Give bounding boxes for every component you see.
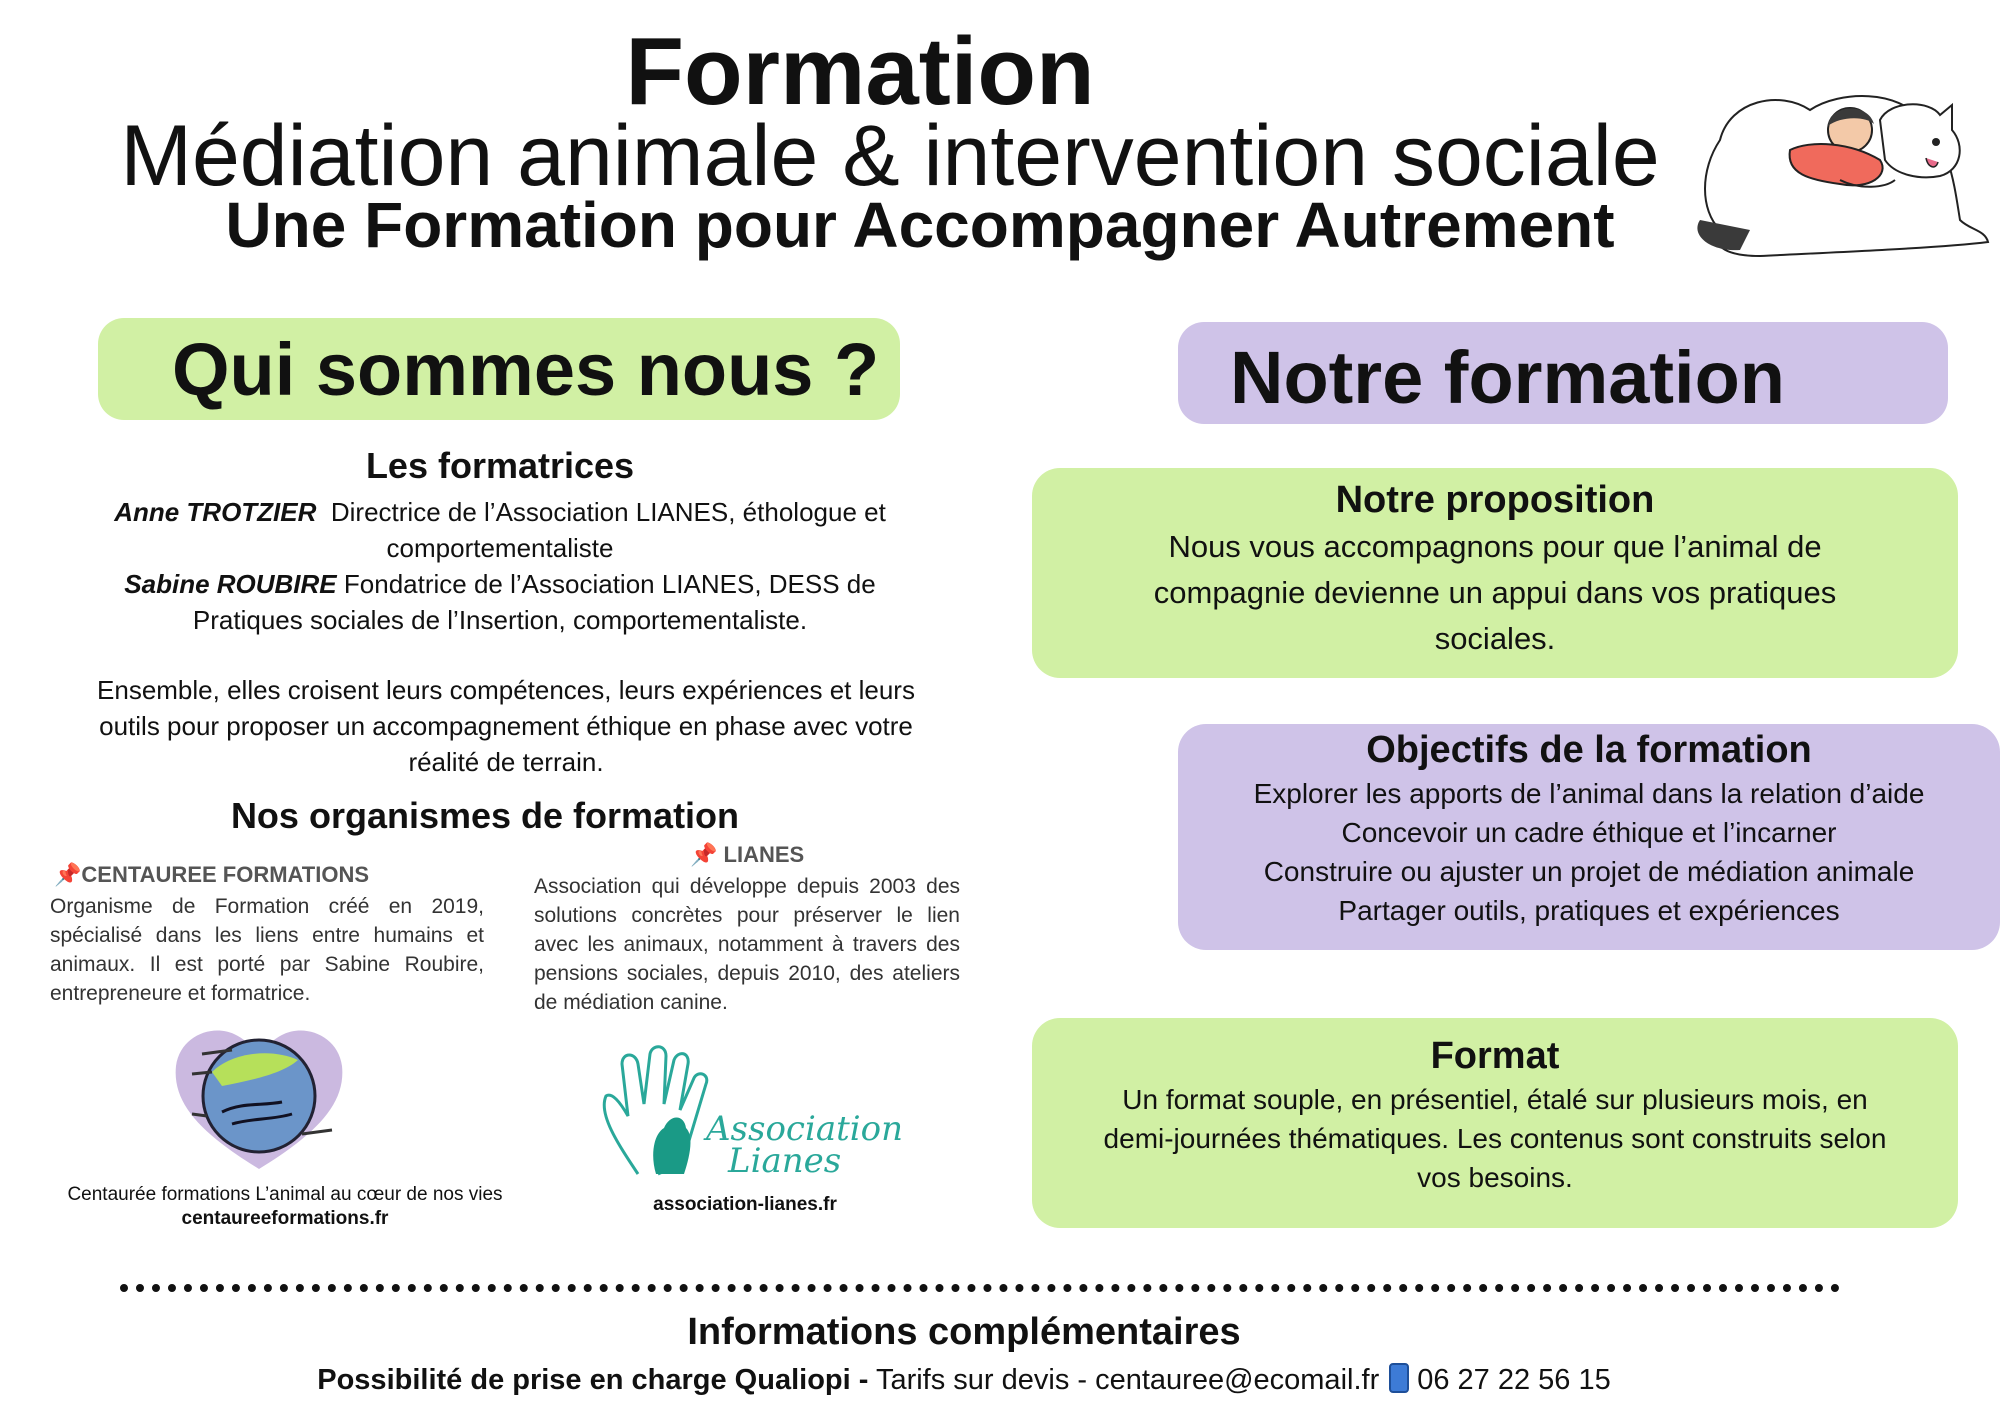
objectif-item: Concevoir un cadre éthique et l’incarner xyxy=(1341,817,1837,848)
lianes-logo-word-2: Lianes xyxy=(728,1141,842,1181)
ensemble-paragraph: Ensemble, elles croisent leurs compétences, leurs expériences et leurs outils pour proposer un accompagnement éthique en phase avec votre réalité de terrain. xyxy=(97,675,915,777)
mobile-phone-icon xyxy=(1389,1363,1409,1393)
lianes-hand-logo xyxy=(598,1044,904,1184)
dotted-divider xyxy=(120,1284,1840,1292)
objectif-item: Partager outils, pratiques et expériences xyxy=(1338,895,1840,926)
section-title-who-we-are: Qui sommes nous ? xyxy=(172,328,880,411)
formatrice-description: Directrice de l’Association LIANES, éthologue et comportementaliste xyxy=(330,497,886,563)
centauree-caption: Centaurée formations L’animal au cœur de nos vies xyxy=(67,1184,503,1205)
centauree-url[interactable]: centaureeformations.fr xyxy=(181,1208,389,1229)
formatrice-description: Fondatrice de l’Association LIANES, DESS de Pratiques sociales de l’Insertion, comportementaliste. xyxy=(192,569,876,635)
format-line: demi-journées thématiques. Les contenus sont construits selon xyxy=(1103,1123,1887,1154)
proposition-title: Notre proposition xyxy=(1335,479,1655,521)
formatrice-name: Sabine ROUBIRE xyxy=(124,569,337,599)
pushpin-icon: 📌 xyxy=(54,862,82,887)
phone-number[interactable]: 06 27 22 56 15 xyxy=(1417,1364,1611,1396)
formatrice-entry xyxy=(90,494,910,566)
formatrice-name: Anne TROTZIER xyxy=(114,497,317,527)
format-box xyxy=(1032,1018,1958,1228)
proposition-line: Nous vous accompagnons pour que l’animal de xyxy=(1168,529,1822,564)
info-heading: Informations complémentaires xyxy=(687,1311,1241,1353)
page-tagline: Une Formation pour Accompagner Autrement xyxy=(225,189,1615,261)
qualiopi-text: Possibilité de prise en charge Qualiopi - xyxy=(317,1364,869,1396)
format-line: Un format souple, en présentiel, étalé sur plusieurs mois, en xyxy=(1122,1084,1868,1115)
formatrice-entry xyxy=(90,566,910,638)
proposition-line: compagnie devienne un appui dans vos pratiques xyxy=(1153,575,1837,610)
info-details: Tarifs sur devis - centauree@ecomail.fr xyxy=(868,1364,1380,1396)
objectif-item: Construire ou ajuster un projet de médiation animale xyxy=(1263,856,1915,887)
info-line xyxy=(100,1360,1828,1400)
page-title: Formation xyxy=(625,18,1095,125)
pushpin-icon: 📌 xyxy=(690,842,718,867)
section-pill-our-training xyxy=(1178,322,1948,424)
organismes-heading: Nos organismes de formation xyxy=(230,795,740,836)
objectif-item: Explorer les apports de l’animal dans la relation d’aide xyxy=(1253,778,1925,809)
centauree-description: Organisme de Formation créé en 2019, spécialisé dans les liens entre humains et animaux. Il est porté par Sabine Roubire, entrepreneure et formatrice. xyxy=(50,895,484,1005)
objectifs-box xyxy=(1178,724,2000,950)
format-line: vos besoins. xyxy=(1417,1162,1573,1193)
centauree-heart-logo xyxy=(172,1024,346,1174)
proposition-box xyxy=(1032,468,1958,678)
page-subtitle: Médiation animale & intervention sociale xyxy=(120,108,1660,204)
section-pill-who-we-are xyxy=(98,318,900,420)
formatrices-heading: Les formatrices xyxy=(365,445,635,486)
lianes-name: LIANES xyxy=(723,842,805,867)
objectifs-title: Objectifs de la formation xyxy=(1366,729,1812,771)
child-hugging-dog-illustration xyxy=(1690,80,1990,260)
formatrices-list xyxy=(90,494,910,638)
format-title: Format xyxy=(1430,1035,1560,1077)
centauree-heading xyxy=(54,862,369,888)
lianes-logo-word-1: Association xyxy=(706,1109,904,1149)
centauree-name: CENTAUREE FORMATIONS xyxy=(81,862,370,887)
proposition-line: sociales. xyxy=(1434,621,1556,656)
lianes-description: Association qui développe depuis 2003 des solutions concrètes pour préserver le lien avec les animaux, notamment à travers des pensions sociales, depuis 2010, des ateliers de médiation canine. xyxy=(534,875,960,1014)
lianes-heading xyxy=(690,842,804,868)
section-title-our-training: Notre formation xyxy=(1230,336,1785,419)
lianes-url[interactable]: association-lianes.fr xyxy=(653,1194,837,1215)
